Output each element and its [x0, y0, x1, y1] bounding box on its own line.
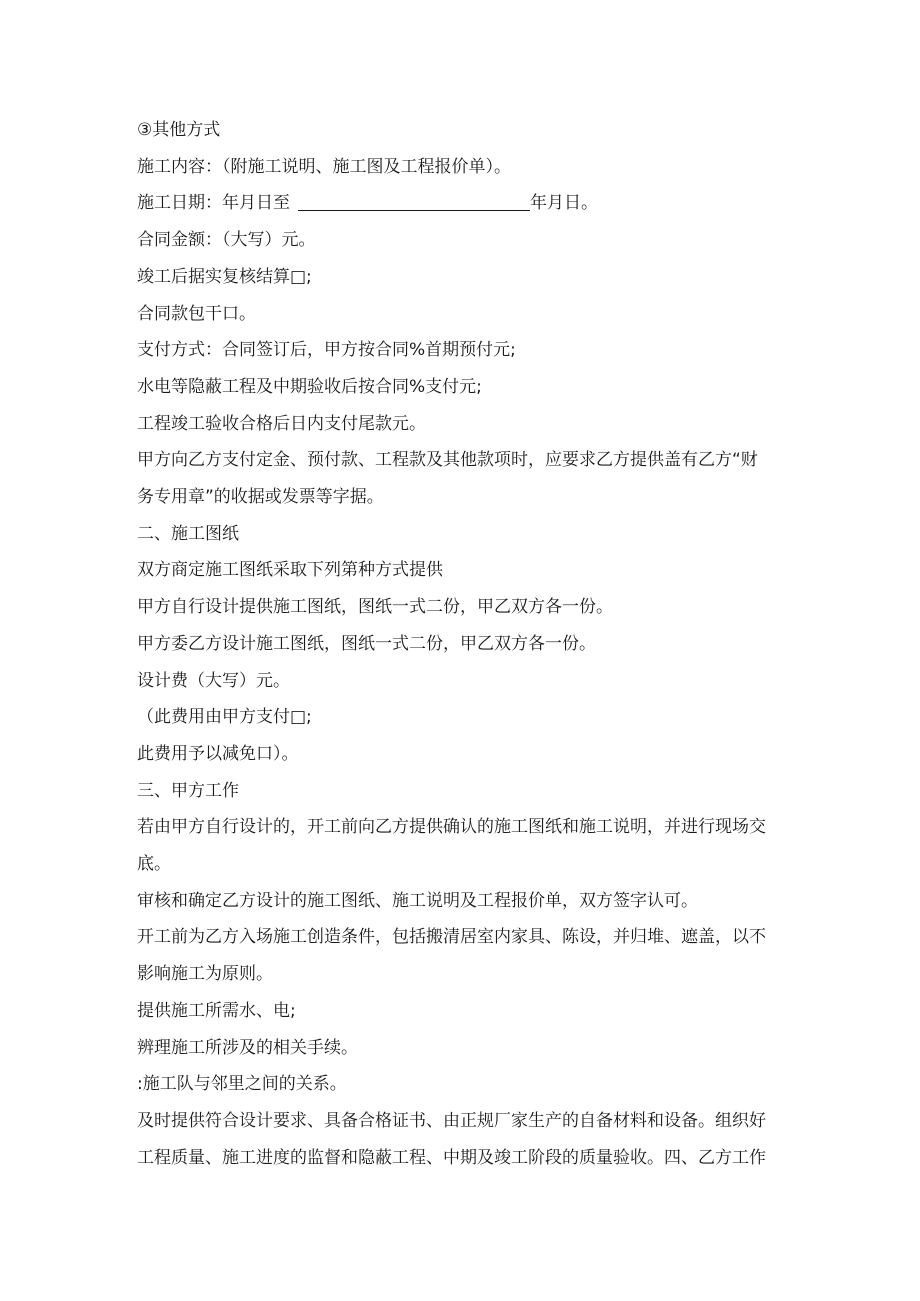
- text-line: 底。: [137, 854, 171, 875]
- date-start-text: 施工日期：年月日至: [137, 193, 290, 214]
- text-line: 施工内容：（附施工说明、施工图及工程报价单）。: [137, 156, 511, 177]
- text-line: 合同金额：（大写）元。: [137, 230, 316, 251]
- text-line: 影响施工为原则。: [137, 964, 273, 985]
- text-line: ③其他方式: [137, 120, 221, 140]
- text-line: 此费用予以减免口）。: [137, 743, 299, 764]
- date-blank-underline: [298, 192, 530, 211]
- text-line: 竣工后据实复核结算□;: [137, 266, 312, 287]
- construction-date-line: [137, 185, 777, 222]
- text-line: 开工前为乙方入场施工创造条件，包括搬清居室内家具、陈设，并归堆、遮盖，以不: [137, 927, 766, 948]
- text-line: 支付方式：合同签订后，甲方按合同%首期预付元;: [137, 340, 516, 361]
- section-heading: 二、施工图纸: [137, 523, 239, 544]
- text-line: 甲方向乙方支付定金、预付款、工程款及其他款项时，应要求乙方提供盖有乙方“财: [137, 450, 758, 471]
- text-line: 提供施工所需水、电;: [137, 1000, 296, 1021]
- text-line: 水电等隐蔽工程及中期验收后按合同%支付元;: [137, 376, 482, 397]
- date-end-text: 年月日。: [530, 193, 598, 214]
- text-line: 审核和确定乙方设计的施工图纸、施工说明及工程报价单，双方签字认可。: [137, 890, 698, 911]
- text-line: 甲方委乙方设计施工图纸，图纸一式二份，甲乙双方各一份。: [137, 633, 596, 654]
- text-line: 甲方自行设计提供施工图纸，图纸一式二份，甲乙双方各一份。: [137, 597, 613, 618]
- text-line: （此费用由甲方支付□;: [137, 707, 312, 728]
- text-line: 双方商定施工图纸采取下列第种方式提供: [137, 560, 443, 581]
- text-line: 及时提供符合设计要求、具备合格证书、由正规厂家生产的自备材料和设备。组织好: [137, 1110, 766, 1131]
- text-line: 务专用章”的收据或发票等字据。: [137, 487, 384, 508]
- text-line: 合同款包干口。: [137, 303, 256, 324]
- text-line: 设计费（大写）元。: [137, 670, 290, 691]
- text-line: 若由甲方自行设计的，开工前向乙方提供确认的施工图纸和施工说明，并进行现场交: [137, 817, 766, 838]
- text-line: 工程竣工验收合格后日内支付尾款元。: [137, 413, 426, 434]
- text-line: 辨理施工所涉及的相关手续。: [137, 1037, 358, 1058]
- section-heading: 三、甲方工作: [137, 780, 239, 801]
- document-body: [137, 112, 777, 1176]
- text-line: :施工队与邻里之间的关系。: [137, 1074, 347, 1095]
- text-line: 工程质量、施工进度的监督和隐蔽工程、中期及竣工阶段的质量验收。四、乙方工作: [137, 1147, 766, 1168]
